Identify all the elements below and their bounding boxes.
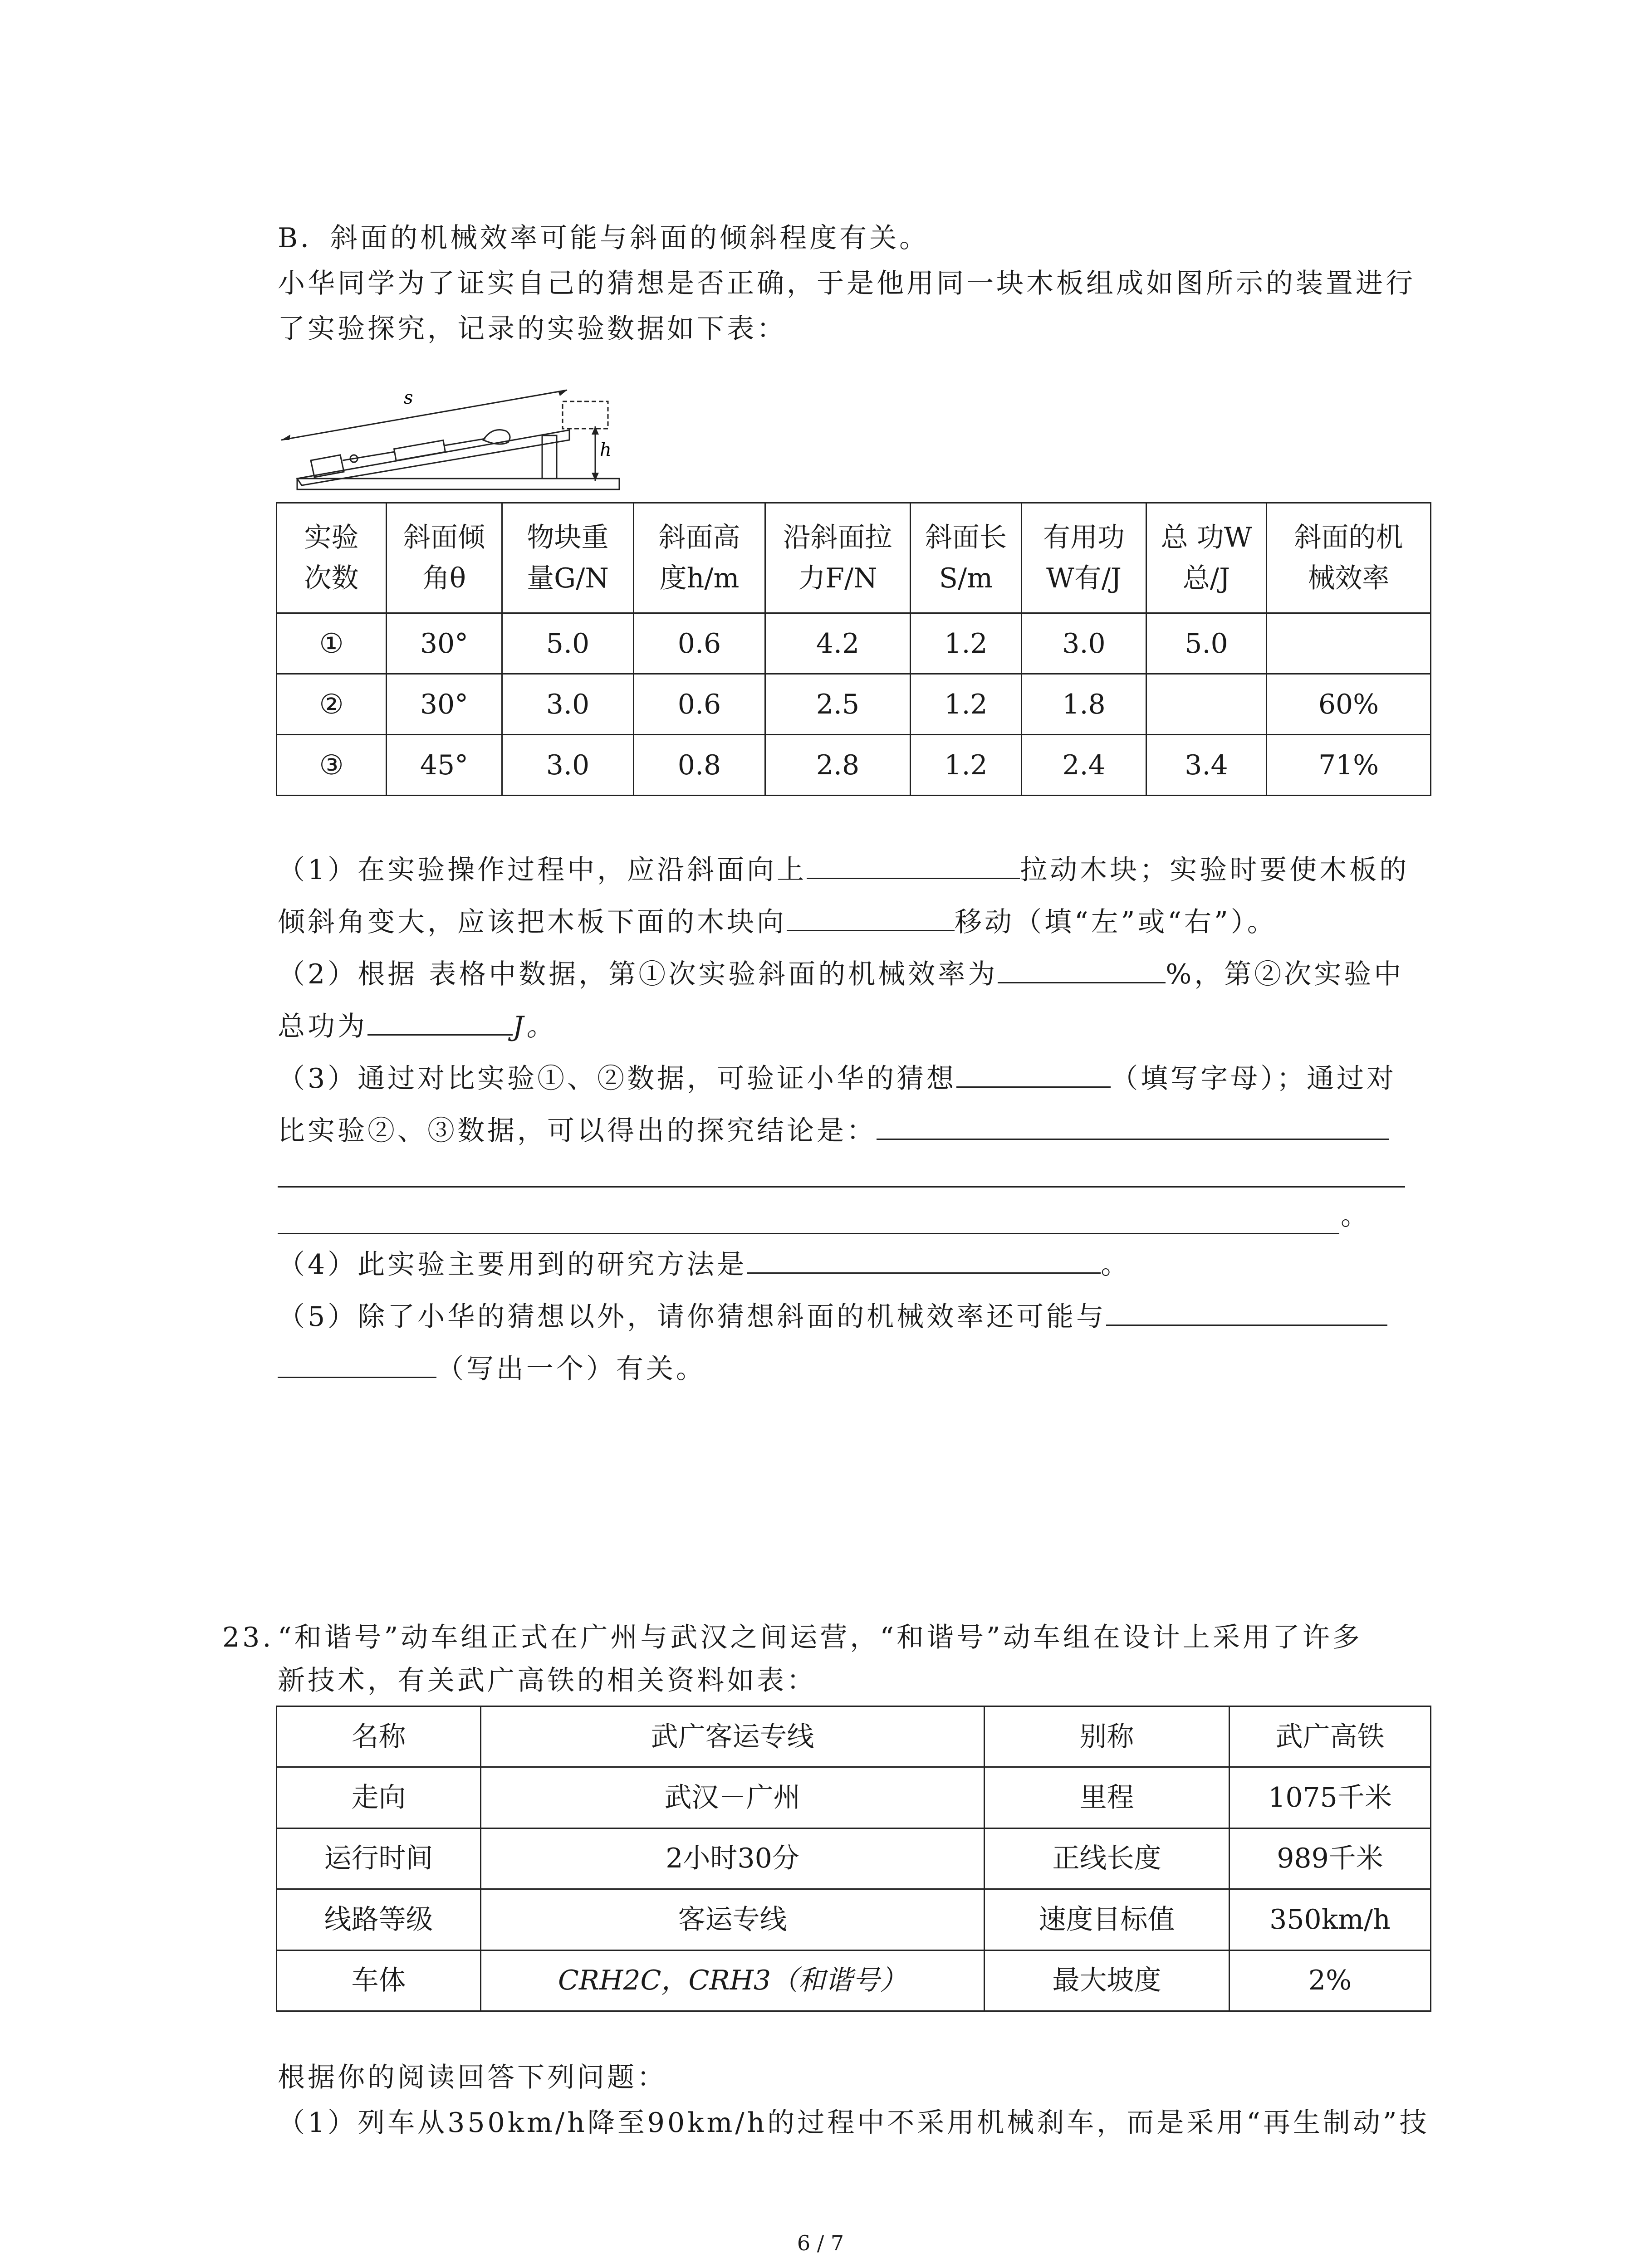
table-cell: 武汉－广州	[481, 1767, 985, 1828]
q23-number: 23.	[222, 1622, 274, 1653]
table-cell: 3.0	[502, 674, 634, 735]
question-3-line-2: 比实验②、③数据，可以得出的探究结论是：	[278, 1111, 1389, 1149]
table-cell: 0.6	[634, 674, 765, 735]
table-cell: 2小时30分	[481, 1828, 985, 1889]
question-1-line-1: （1）在实验操作过程中，应沿斜面向上 拉动木块；实验时要使木板的	[278, 850, 1409, 888]
table-cell: 客运专线	[481, 1889, 985, 1950]
intro-line-1: 小华同学为了证实自己的猜想是否正确，于是他用同一块木板组成如图所示的装置进行	[278, 268, 1416, 299]
table-cell	[1146, 674, 1267, 735]
header-cell: 斜面的机 械效率	[1267, 503, 1431, 613]
table-cell: 最大坡度	[985, 1950, 1230, 2011]
q23-after-1: 根据你的阅读回答下列问题：	[278, 2062, 667, 2093]
table-cell: 2.8	[765, 735, 911, 796]
table-cell: 里程	[985, 1767, 1230, 1828]
answer-line-8[interactable]	[278, 1233, 1339, 1234]
page-number: 6 / 7	[797, 2231, 844, 2255]
table-cell: 2.4	[1022, 735, 1146, 796]
q23-line-1: “和谐号”动车组正式在广州与武汉之间运营，“和谐号”动车组在设计上采用了许多	[278, 1622, 1362, 1653]
table-cell: 1.2	[911, 674, 1022, 735]
header-cell: 实验 次数	[277, 503, 387, 613]
table-cell: 5.0	[502, 613, 634, 674]
table-cell: 3.0	[1022, 613, 1146, 674]
table-row	[277, 1767, 1431, 1828]
table-cell: 5.0	[1146, 613, 1267, 674]
question-3-end: 。	[1341, 1200, 1371, 1232]
label-h: h	[600, 440, 612, 460]
table-cell: ②	[277, 674, 387, 735]
table-cell: ①	[277, 613, 387, 674]
table-cell: 走向	[277, 1767, 481, 1828]
table-cell	[1267, 613, 1431, 674]
answer-line-7[interactable]	[278, 1186, 1405, 1188]
table-row	[277, 674, 1431, 735]
table-cell: 武广高铁	[1230, 1706, 1431, 1767]
incline-figure	[272, 376, 635, 503]
table-cell: 71%	[1267, 735, 1431, 796]
question-2-line-2: 总功为 J。	[278, 1007, 556, 1045]
table-cell: CRH2C，CRH3（和谐号）	[481, 1950, 985, 2011]
railway-table	[276, 1706, 1431, 2012]
table-cell: 名称	[277, 1706, 481, 1767]
intro-line-2: 了实验探究，记录的实验数据如下表：	[278, 313, 787, 345]
q23-after-2: （1）列车从350km/h降至90km/h的过程中不采用机械刹车，而是采用“再生制动”技	[278, 2107, 1430, 2139]
table-row	[277, 1889, 1431, 1950]
table-row	[277, 1828, 1431, 1889]
table-cell: 0.6	[634, 613, 765, 674]
table-cell: 30°	[387, 674, 502, 735]
table-cell: 1.2	[911, 735, 1022, 796]
question-3-line-1: （3）通过对比实验①、②数据，可验证小华的猜想 （填写字母）；通过对	[278, 1059, 1396, 1097]
q23-line-2: 新技术，有关武广高铁的相关资料如表：	[278, 1665, 817, 1696]
table-row	[277, 613, 1431, 674]
table-cell: 2%	[1230, 1950, 1431, 2011]
header-cell: 斜面长 S/m	[911, 503, 1022, 613]
answer-blank-11[interactable]	[278, 1349, 436, 1378]
question-2-line-1: （2）根据 表格中数据，第①次实验斜面的机械效率为 %，第②次实验中	[278, 955, 1404, 992]
experiment-table	[276, 502, 1431, 796]
label-s: s	[404, 387, 413, 408]
table-cell: 4.2	[765, 613, 911, 674]
answer-blank-3[interactable]	[998, 955, 1166, 983]
table-cell: 线路等级	[277, 1889, 481, 1950]
answer-blank-2[interactable]	[787, 903, 955, 931]
answer-blank-6[interactable]	[877, 1111, 1389, 1140]
table-cell: 1075千米	[1230, 1767, 1431, 1828]
table-cell: 别称	[985, 1706, 1230, 1767]
question-5-line-1: （5）除了小华的猜想以外，请你猜想斜面的机械效率还可能与	[278, 1297, 1387, 1335]
table-cell: ③	[277, 735, 387, 796]
table-cell: 1.2	[911, 613, 1022, 674]
answer-blank-4[interactable]	[367, 1007, 513, 1036]
header-cell: 物块重 量G/N	[502, 503, 634, 613]
header-cell: 有用功 W有/J	[1022, 503, 1146, 613]
table-cell: 30°	[387, 613, 502, 674]
answer-blank-10[interactable]	[1106, 1297, 1387, 1326]
table-cell: 0.8	[634, 735, 765, 796]
table-row	[277, 1706, 1431, 1767]
table-cell: 2.5	[765, 674, 911, 735]
answer-blank-1[interactable]	[807, 850, 1020, 879]
table-cell: 60%	[1267, 674, 1431, 735]
question-1-line-2: 倾斜角变大，应该把木板下面的木块向 移动（填“左”或“右”）。	[278, 903, 1277, 940]
header-cell: 总 功W 总/J	[1146, 503, 1267, 613]
header-cell: 斜面倾 角θ	[387, 503, 502, 613]
question-4: （4）此实验主要用到的研究方法是 。	[278, 1245, 1131, 1283]
answer-blank-5[interactable]	[956, 1059, 1111, 1088]
header-cell: 沿斜面拉 力F/N	[765, 503, 911, 613]
table-cell: 速度目标值	[985, 1889, 1230, 1950]
table-cell: 武广客运专线	[481, 1706, 985, 1767]
question-5-line-2: （写出一个）有关。	[278, 1349, 706, 1387]
table-header-row	[277, 503, 1431, 613]
table-cell: 350km/h	[1230, 1889, 1431, 1950]
answer-blank-9[interactable]	[747, 1245, 1101, 1274]
header-cell: 斜面高 度h/m	[634, 503, 765, 613]
table-cell: 车体	[277, 1950, 481, 2011]
table-row	[277, 1950, 1431, 2011]
hypothesis-b: B．斜面的机械效率可能与斜面的倾斜程度有关。	[278, 222, 930, 254]
table-cell: 1.8	[1022, 674, 1146, 735]
table-cell: 45°	[387, 735, 502, 796]
table-cell: 989千米	[1230, 1828, 1431, 1889]
table-cell: 运行时间	[277, 1828, 481, 1889]
table-cell: 正线长度	[985, 1828, 1230, 1889]
table-cell: 3.0	[502, 735, 634, 796]
table-cell: 3.4	[1146, 735, 1267, 796]
table-row	[277, 735, 1431, 796]
